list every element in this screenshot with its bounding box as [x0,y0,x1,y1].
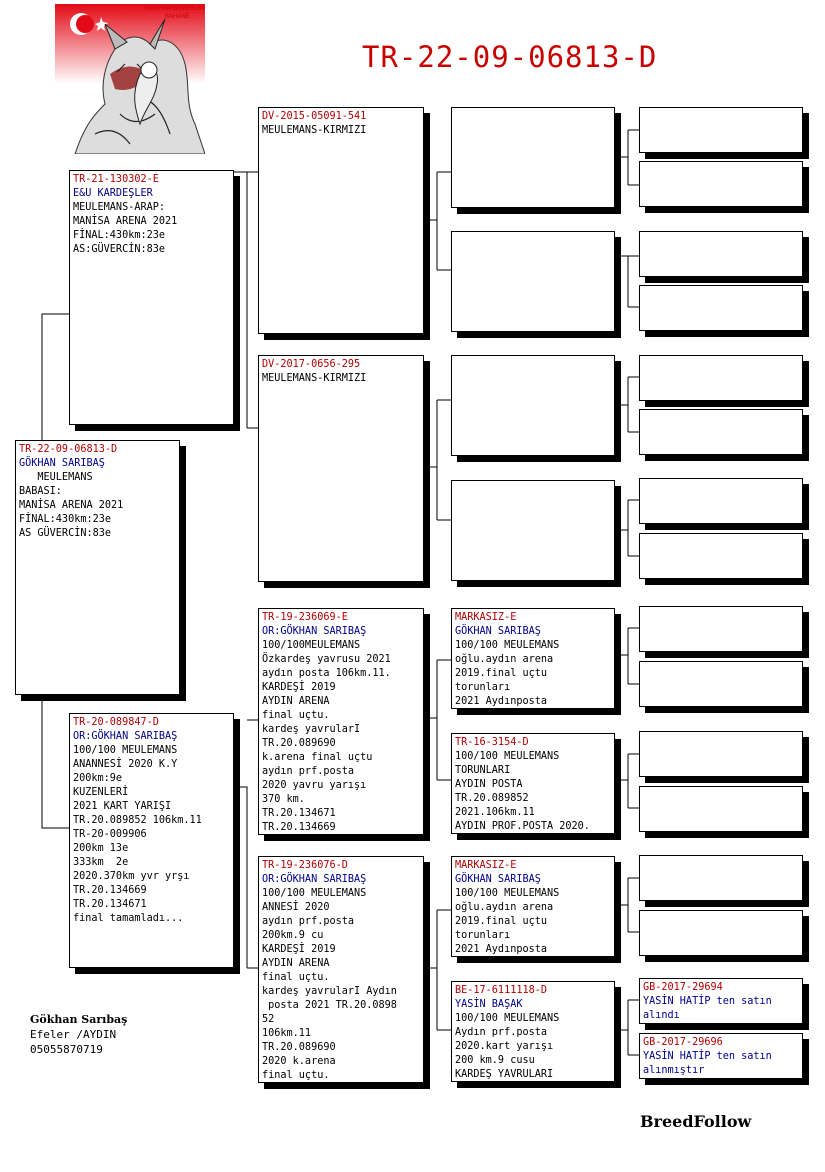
ggp-card-14 [639,910,803,956]
ring-number: DV-2017-0656-295 [262,359,361,370]
card-line: GÖKHAN SARIBAŞ [455,874,541,885]
ggp-card-2 [639,161,803,207]
card-line: final uçtu. [262,1070,330,1081]
ggp-card-13 [639,855,803,901]
card-line: 100/100 MEULEMANS [455,640,560,651]
card-line: final uçtu. [262,972,330,983]
card-line: AS:GÜVERCİN:83e [73,244,166,255]
card-line: AYDIN ARENA [262,696,330,707]
card-line: OR:GÖKHAN SARIBAŞ [262,626,367,637]
ggp-card-7 [639,478,803,524]
dam-dam-card [258,856,424,1083]
card-line: alındı [643,1010,680,1021]
card-line: 100/100 MEULEMANS [455,751,560,762]
dam-sire-card [258,608,424,835]
ring-number: MARKASIZ-E [455,860,517,871]
card-line: Özkardeş yavrusu 2021 [262,654,391,665]
card-line: TR.20.134671 [262,808,336,819]
ring-number: TR-16-3154-D [455,737,529,748]
card-line: MEULEMANS [19,472,93,483]
card-line: 333km 2e [73,857,129,868]
ring-number: TR-21-130302-E [73,174,159,185]
card-line: alınmıştır [643,1065,705,1076]
card-line: 52 [262,1014,275,1025]
ring-number: GB-2017-29694 [643,982,723,993]
ggp-card-5 [639,355,803,401]
card-line: TR.20.134669 [73,885,147,896]
card-line: Aydın prf.posta [455,1027,548,1038]
card-line: TR-20-009906 [73,829,147,840]
card-line: TR.20.089852 [455,793,529,804]
sire-sire-sire-card [451,107,615,208]
card-line: 2021.106km.11 [455,807,535,818]
ring-number: DV-2015-05091-541 [262,111,367,122]
ggp-card-11 [639,731,803,777]
card-line: YASİN BAŞAK [455,999,523,1010]
ring-number: TR-19-236076-D [262,860,348,871]
ggp-card-1 [639,107,803,153]
card-line: oğlu.aydın arena [455,902,554,913]
card-line: 100/100 MEULEMANS [455,1013,560,1024]
ggp-card-12 [639,786,803,832]
dam-dam-sire-card [451,856,615,957]
card-line: KARDEŞ YAVRULARI [455,1069,554,1080]
card-line: 2020.kart yarışı [455,1041,554,1052]
ggp-card-9 [639,606,803,652]
card-line: MEULEMANS-KIRMIZI [262,125,367,136]
ggp-card-3 [639,231,803,277]
owner-phone: 05055870719 [30,1043,103,1056]
ring-number: TR-19-236069-E [262,612,348,623]
dam-card [69,713,234,968]
sire-sire-card [258,107,424,334]
card-line: aydın prf.posta [262,916,355,927]
card-line: aydın prf.posta [262,766,355,777]
dam-dam-dam-card [451,981,615,1082]
card-line: AYDIN ARENA [262,958,330,969]
card-line: oğlu.aydın arena [455,654,554,665]
card-line: 2019.final uçtu [455,916,548,927]
card-line: kardeş yavrularI [262,724,361,735]
card-line: GÖKHAN SARIBAŞ [455,626,541,637]
logo-text-line2: BAHANE [165,14,190,20]
ring-number: BE-17-6111118-D [455,985,548,996]
card-line: 100/100 MEULEMANS [262,888,367,899]
card-line: MEULEMANS-KIRMIZI [262,373,367,384]
card-line: YASİN HATİP ten satın [643,1051,772,1062]
card-line: TR.20.089690 [262,1042,336,1053]
card-line: kardeş yavrularI Aydın [262,986,397,997]
card-line: OR:GÖKHAN SARIBAŞ [73,731,178,742]
card-line: E&U KARDEŞLER [73,188,153,199]
card-line: 200km 13e [73,843,129,854]
card-line: TR.20.089852 106km.11 [73,815,202,826]
ggp-card-6 [639,409,803,455]
ring-number: GB-2017-29696 [643,1037,723,1048]
ggp-card-8 [639,533,803,579]
card-line: 2021 Aydınposta [455,696,548,707]
card-line: 2021 Aydınposta [455,944,548,955]
card-line: 200km.9 cu [262,930,324,941]
sire-dam-card [258,355,424,582]
card-line: 200 km.9 cusu [455,1055,535,1066]
card-line: FİNAL:430km:23e [19,514,112,525]
card-line: FİNAL:430km:23e [73,230,166,241]
card-line: ANNESİ 2020 [262,902,330,913]
ring-number: TR-20-089847-D [73,717,159,728]
ggp-card-10 [639,661,803,707]
dam-sire-dam-card [451,733,615,834]
card-line: 2021 KART YARIŞI [73,801,172,812]
card-line: ANANNESİ 2020 K.Y [73,759,178,770]
ggp-card-15 [639,978,803,1024]
card-line: MANİSA ARENA 2021 [19,500,124,511]
card-line: torunları [455,930,511,941]
card-line: OR:GÖKHAN SARIBAŞ [262,874,367,885]
card-line: 200km:9e [73,773,123,784]
card-line: YASİN HATİP ten satın [643,996,772,1007]
card-line: 100/100 MEULEMANS [73,745,178,756]
ring-number: TR-22-09-06813-D [19,444,118,455]
card-line: KARDEŞİ 2019 [262,944,336,955]
sire-sire-dam-card [451,231,615,332]
card-line: aydın posta 106km.11. [262,668,391,679]
card-line: KUZENLERİ [73,787,129,798]
card-line: 2019.final uçtu [455,668,548,679]
card-line: final tamamladı... [73,913,184,924]
subject-pigeon-card [15,440,180,695]
card-line: 100/100MEULEMANS [262,640,361,651]
ring-number: MARKASIZ-E [455,612,517,623]
card-line: MEULEMANS-ARAP: [73,202,166,213]
owner-city: Efeler /AYDIN [30,1028,117,1041]
ggp-card-4 [639,285,803,331]
owner-info [30,1012,127,1057]
logo-text-line1: GÖKHAN GÜVERCİN [145,6,205,12]
card-line: final uçtu. [262,710,330,721]
card-line: TORUNLARI [455,765,511,776]
card-line: AS GÜVERCİN:83e [19,528,112,539]
sire-dam-dam-card [451,480,615,581]
ggp-card-16 [639,1033,803,1079]
card-line: TR.20.134669 [262,822,336,833]
card-line: k.arena final uçtu [262,752,373,763]
card-line: KARDEŞİ 2019 [262,682,336,693]
card-line: TR.20.089690 [262,738,336,749]
card-line: GÖKHAN SARIBAŞ [19,458,105,469]
brand-footer: BreedFollow [640,1112,752,1131]
card-line: 2020 yavru yarışı [262,780,367,791]
sire-card [69,170,234,425]
pedigree-title: TR-22-09-06813-D [362,40,658,74]
card-line: 106km.11 [262,1028,312,1039]
owner-name: Gökhan Sarıbaş [30,1013,128,1026]
card-line: 2020.370km yvr yrşı [73,871,190,882]
card-line: BABASI: [19,486,62,497]
card-line: torunları [455,682,511,693]
card-line: 2020 k.arena [262,1056,336,1067]
card-line: AYDIN POSTA [455,779,523,790]
card-line: 100/100 MEULEMANS [455,888,560,899]
card-line: TR.20.134671 [73,899,147,910]
card-line: posta 2021 TR.20.0898 [262,1000,397,1011]
card-line: AYDIN PROF.POSTA 2020. [455,821,590,832]
card-line: 370 km. [262,794,305,805]
sire-dam-sire-card [451,355,615,456]
dam-sire-sire-card [451,608,615,709]
card-line: MANİSA ARENA 2021 [73,216,178,227]
